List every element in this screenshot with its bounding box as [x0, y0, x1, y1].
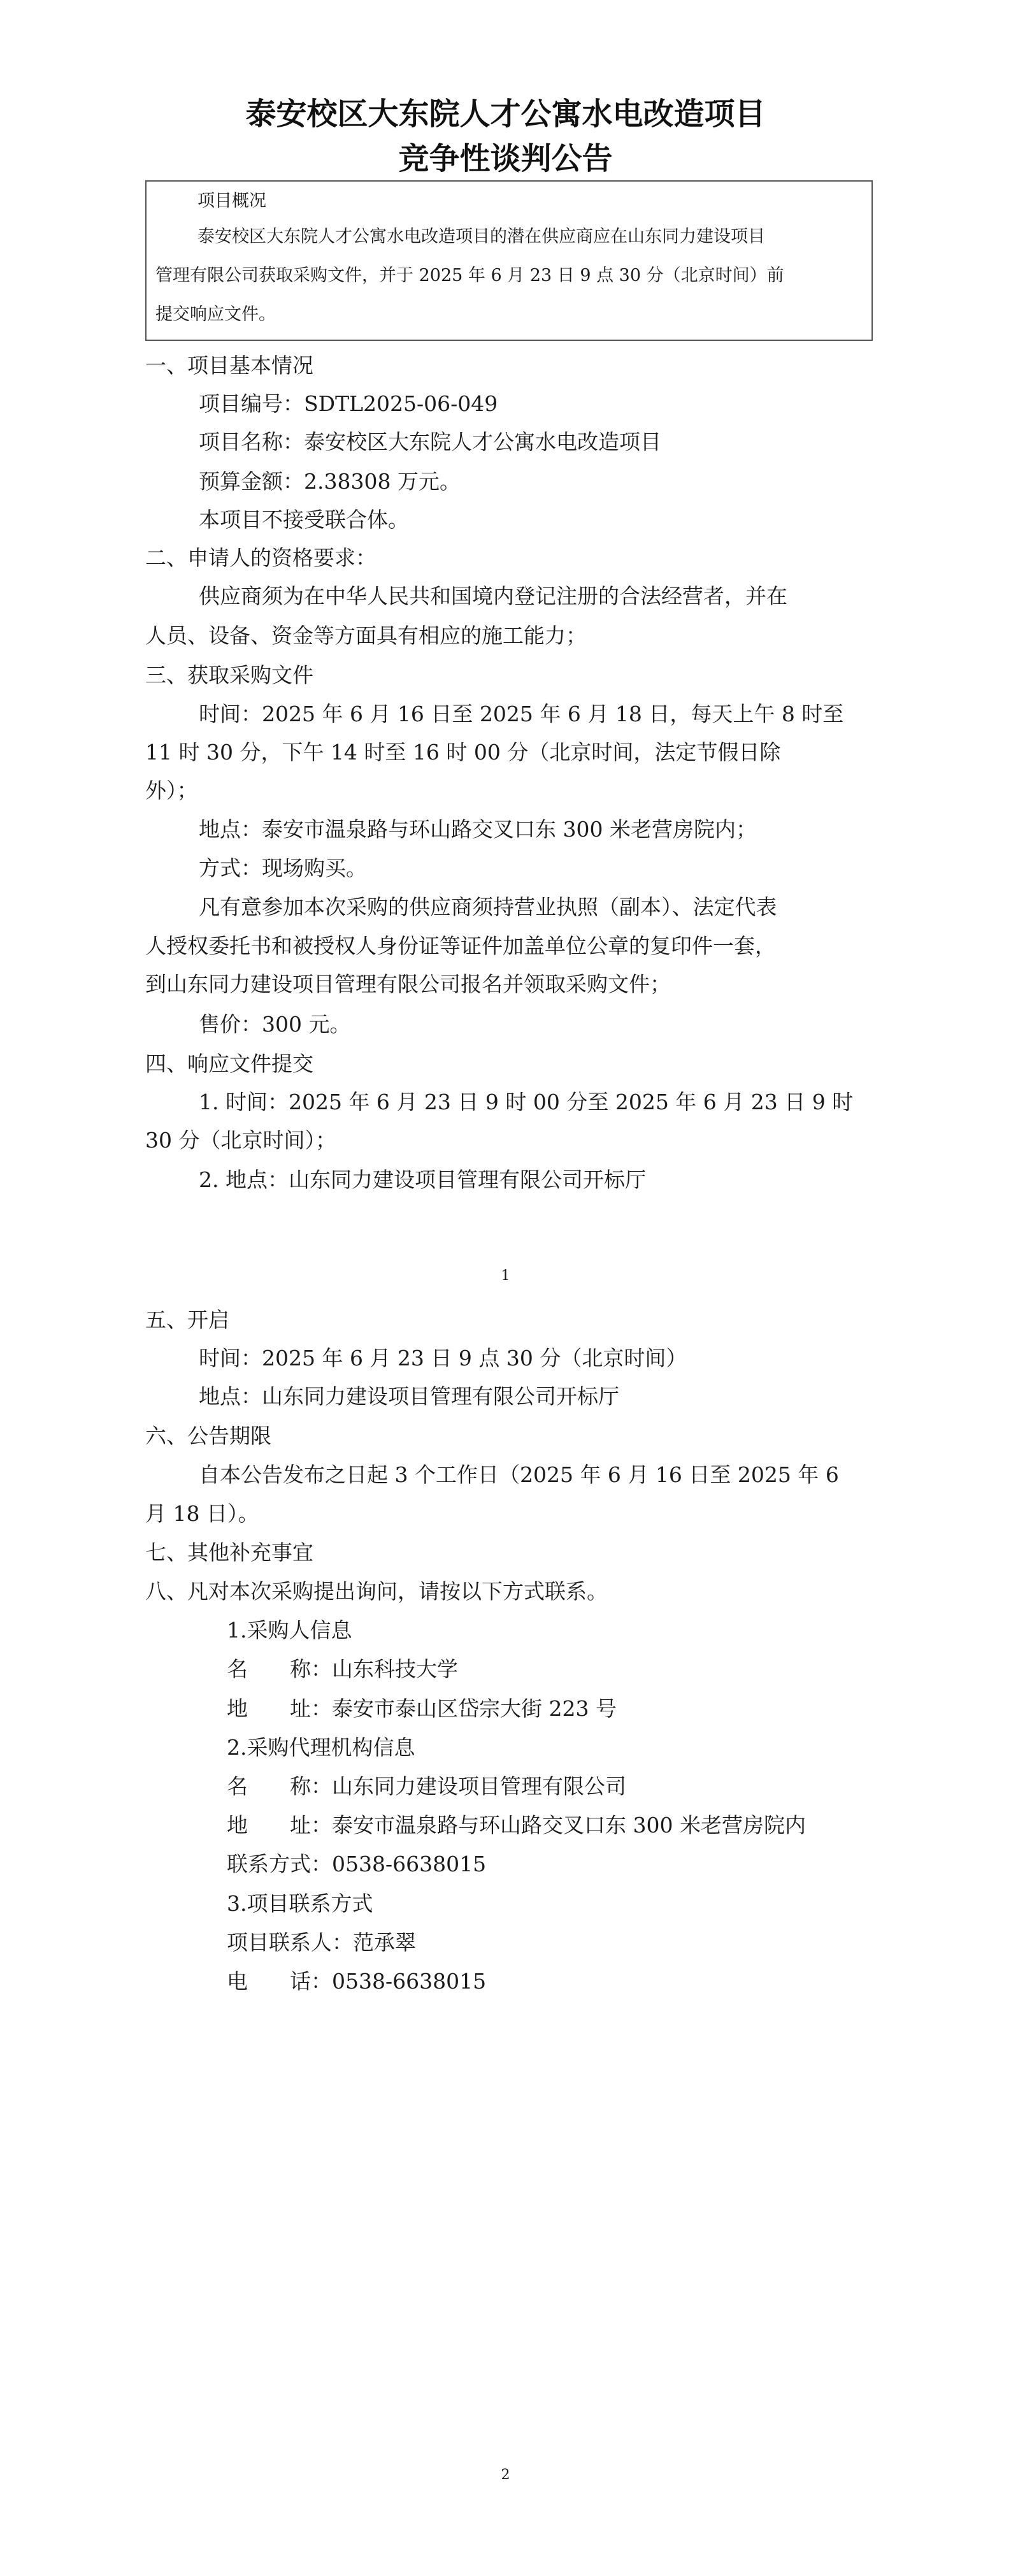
contact-heading: 3.项目联系方式: [227, 1891, 373, 1916]
acquisition-time: 外）；: [145, 778, 198, 803]
acquisition-time: 11 时 30 分，下午 14 时至 16 时 00 分（北京时间，法定节假日除: [145, 740, 781, 765]
section-heading: 一、项目基本情况: [145, 353, 313, 378]
qualification-text: 供应商须为在中华人民共和国境内登记注册的合法经营者，并在: [199, 584, 787, 608]
consortium-note: 本项目不接受联合体。: [199, 507, 409, 532]
agency-contact: 联系方式：0538-6638015: [227, 1852, 487, 1876]
submission-time: 1. 时间：2025 年 6 月 23 日 9 时 00 分至 2025 年 6 月 23 日 9 时: [199, 1090, 854, 1114]
submission-place: 2. 地点：山东同力建设项目管理有限公司开标厅: [199, 1167, 646, 1192]
section-heading: 六、公告期限: [145, 1423, 271, 1448]
overview-text: 泰安校区大东院人才公寓水电改造项目的潜在供应商应在山东同力建设项目: [197, 227, 765, 247]
section-heading: 二、申请人的资格要求：: [145, 545, 376, 570]
budget: 预算金额：2.38308 万元。: [199, 469, 461, 494]
acquisition-time: 时间：2025 年 6 月 16 日至 2025 年 6 月 18 日，每天上午 8 时至: [199, 702, 844, 726]
overview-heading: 项目概况: [197, 191, 266, 211]
agency-name: 名 称：山东同力建设项目管理有限公司: [227, 1774, 626, 1799]
document-price: 售价：300 元。: [199, 1012, 351, 1037]
agency-heading: 2.采购代理机构信息: [227, 1735, 415, 1760]
notice-period: 月 18 日）。: [145, 1501, 259, 1526]
buyer-name: 名 称：山东科技大学: [227, 1657, 458, 1681]
overview-text: 提交响应文件。: [155, 305, 276, 324]
project-number: 项目编号：SDTL2025-06-049: [199, 391, 498, 416]
section-heading: 五、开启: [145, 1307, 229, 1332]
acquisition-place: 地点：泰安市温泉路与环山路交叉口东 300 米老营房院内；: [199, 817, 757, 842]
acquisition-method: 方式：现场购买。: [199, 856, 367, 881]
opening-place: 地点：山东同力建设项目管理有限公司开标厅: [199, 1384, 619, 1409]
acquisition-requirements: 到山东同力建设项目管理有限公司报名并领取采购文件；: [145, 972, 671, 997]
contact-phone: 电 话：0538-6638015: [227, 1969, 487, 1994]
acquisition-requirements: 人授权委托书和被授权人身份证等证件加盖单位公章的复印件一套，: [145, 933, 776, 958]
project-name: 项目名称：泰安校区大东院人才公寓水电改造项目: [199, 429, 661, 454]
section-heading: 四、响应文件提交: [145, 1051, 313, 1076]
title-line-2: 竞争性谈判公告: [398, 141, 613, 176]
acquisition-requirements: 凡有意参加本次采购的供应商须持营业执照（副本）、法定代表: [199, 895, 777, 919]
overview-box: [145, 180, 873, 341]
buyer-heading: 1.采购人信息: [227, 1618, 352, 1643]
section-heading: 八、凡对本次采购提出询问，请按以下方式联系。: [145, 1579, 608, 1604]
buyer-address: 地 址：泰安市泰山区岱宗大街 223 号: [227, 1696, 617, 1721]
title-line-1: 泰安校区大东院人才公寓水电改造项目: [245, 96, 766, 132]
notice-period: 自本公告发布之日起 3 个工作日（2025 年 6 月 16 日至 2025 年 6: [199, 1462, 839, 1487]
opening-time: 时间：2025 年 6 月 23 日 9 点 30 分（北京时间）: [199, 1346, 687, 1371]
page-number: 1: [501, 1268, 510, 1284]
page-number: 2: [501, 2467, 510, 2483]
agency-address: 地 址：泰安市温泉路与环山路交叉口东 300 米老营房院内: [227, 1813, 806, 1838]
submission-time: 30 分（北京时间）；: [145, 1128, 336, 1153]
qualification-text: 人员、设备、资金等方面具有相应的施工能力；: [145, 623, 587, 648]
section-heading: 三、获取采购文件: [145, 663, 313, 687]
contact-person: 项目联系人：范承翠: [227, 1930, 416, 1955]
overview-text: 管理有限公司获取采购文件，并于 2025 年 6 月 23 日 9 点 30 分（北京时间）前: [155, 266, 784, 285]
section-heading: 七、其他补充事宜: [145, 1540, 313, 1565]
